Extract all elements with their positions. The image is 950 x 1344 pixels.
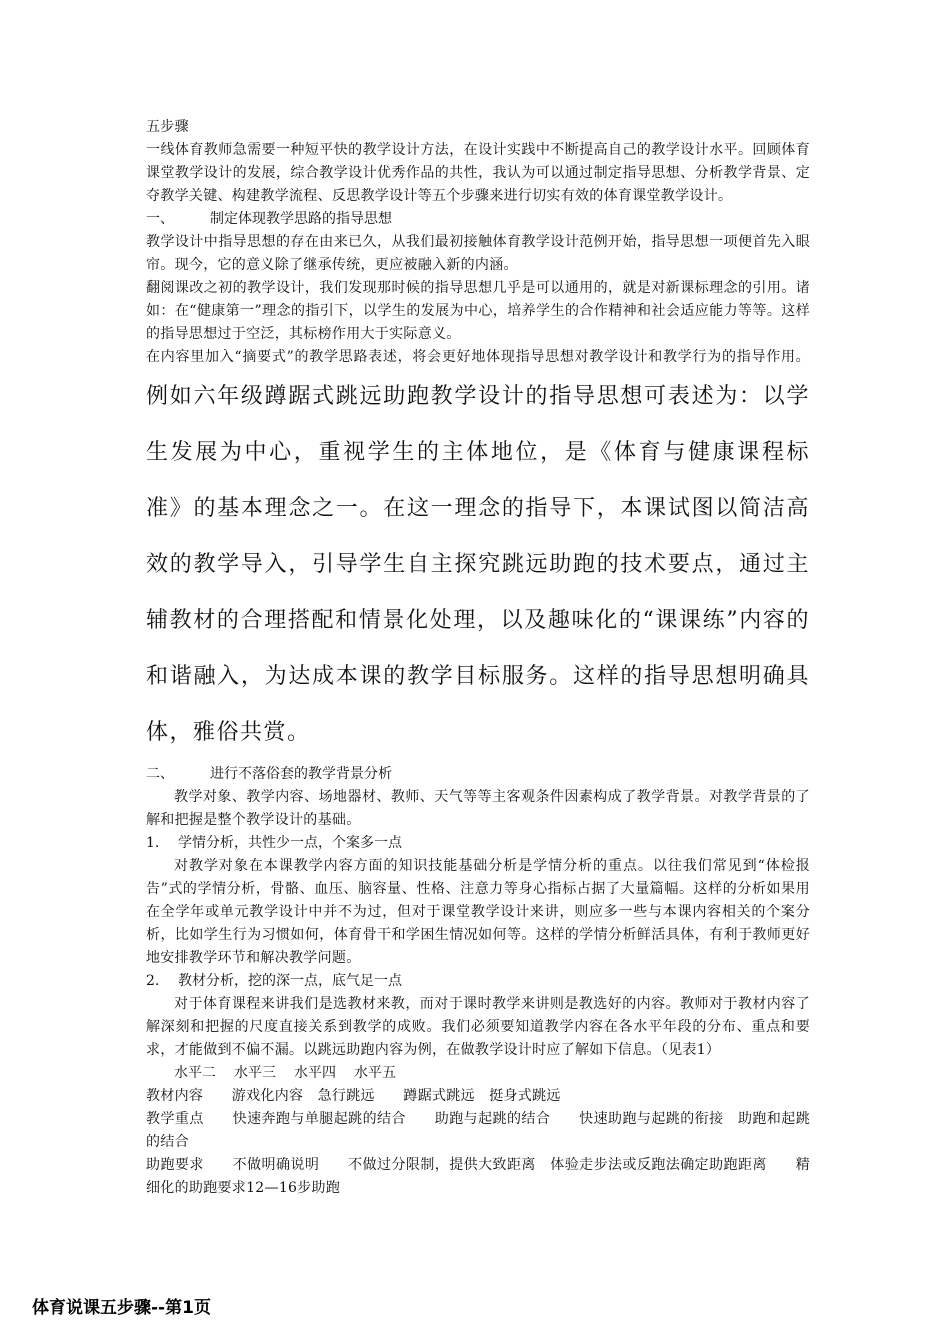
document-title: 五步骤 xyxy=(146,119,189,135)
intro-paragraph: 一线体育教师急需要一种短平快的教学设计方法，在设计实践中不断提高自己的教学设计水平。回顾体育课堂教学设计的发展，综合教学设计优秀作品的共性，我认为可以通过制定指导思想、分析教学背景、定夺教学关键、构建教学流程、反思教学设计等五个步骤来进行切实有效的体育课堂教学设计。 xyxy=(146,142,810,204)
section1-number: 一、 xyxy=(146,211,174,227)
section1-title: 制定体现教学思路的指导思想 xyxy=(210,211,392,227)
level-5: 水平五 xyxy=(354,1065,396,1081)
table-row-focus: 教学重点 快速奔跑与单腿起跳的结合 助跑与起跳的结合 快速助跑与起跳的衔接 助跑和起跳的结合 xyxy=(146,1111,810,1150)
item1-number: 1. xyxy=(146,835,160,851)
document-body xyxy=(146,116,810,1200)
table-row-runup: 助跑要求 不做明确说明 不做过分限制，提供大致距离 体验走步法或反跑法确定助跑距离 精细化的助跑要求12—16步助跑 xyxy=(146,1157,810,1196)
section1-paragraph-3 xyxy=(146,346,810,761)
section2-title: 进行不落俗套的教学背景分析 xyxy=(210,766,392,782)
level-4: 水平四 xyxy=(294,1065,336,1081)
section2-number: 二、 xyxy=(146,766,174,782)
section1-paragraph-3-large: 例如六年级蹲踞式跳远助跑教学设计的指导思想可表述为：以学生发展为中心，重视学生的主体地位，是《体育与健康课程标准》的基本理念之一。在这一理念的指导下，本课试图以简洁高效的教学导入，引导学生自主探究跳远助跑的技术要点，通过主辅教材的合理搭配和情景化处理，以及趣味化的“课课练”内容的和谐融入，为达成本课的教学目标服务。这样的指导思想明确具体，雅俗共赏。 xyxy=(146,384,810,745)
section2-heading xyxy=(146,763,810,786)
level-2: 水平二 xyxy=(174,1065,216,1081)
page-footer: 体育说课五步骤--第1页 xyxy=(32,1298,211,1318)
section2-paragraph-1: 教学对象、教学内容、场地器材、教师、天气等等主客观条件因素构成了教学背景。对教学背景的了解和把握是整个教学设计的基础。 xyxy=(146,789,810,828)
table-row-content: 教材内容 游戏化内容 急行跳远 蹲踞式跳远 挺身式跳远 xyxy=(146,1088,561,1104)
level-3: 水平三 xyxy=(234,1065,276,1081)
section1-paragraph-1: 教学设计中指导思想的存在由来已久，从我们最初接触体育教学设计范例开始，指导思想一项便首先入眼帘。现今，它的意义除了继承传统，更应被融入新的内涵。 xyxy=(146,234,810,273)
item1-paragraph: 对教学对象在本课教学内容方面的知识技能基础分析是学情分析的重点。以往我们常见到“体检报告”式的学情分析，骨骼、血压、脑容量、性格、注意力等身心指标占据了大量篇幅。这样的分析如果用在全学年或单元教学设计中并不为过，但对于课堂教学设计来讲，则应多一些与本课内容相关的个案分析，比如学生行为习惯如何，体育骨干和学困生情况如何等。这样的学情分析鲜活具体，有利于教师更好地安排教学环节和解决教学问题。 xyxy=(146,858,810,966)
section1-paragraph-3-small: 在内容里加入“摘要式”的教学思路表述，将会更好地体现指导思想对教学设计和教学行为的指导作用。 xyxy=(146,349,810,365)
section1-heading xyxy=(146,208,810,231)
item2-title: 教材分析，挖的深一点，底气足一点 xyxy=(178,973,402,989)
item2-paragraph: 对于体育课程来讲我们是选教材来教，而对于课时教学来讲则是教选好的内容。教师对于教材内容了解深刻和把握的尺度直接关系到教学的成败。我们必须要知道教学内容在各水平年段的分布、重点和要求，才能做到不偏不漏。以跳远助跑内容为例，在做教学设计时应了解如下信息。（见表1） xyxy=(146,996,810,1058)
section1-paragraph-2: 翻阅课改之初的教学设计，我们发现那时候的指导思想几乎是可以通用的，就是对新课标理念的引用。诸如：在“健康第一”理念的指引下，以学生的发展为中心，培养学生的合作精神和社会适应能力等等。这样的指导思想过于空泛，其标榜作用大于实际意义。 xyxy=(146,280,810,342)
item1-title: 学情分析，共性少一点，个案多一点 xyxy=(178,835,402,851)
item2-number: 2. xyxy=(146,973,160,989)
table-level-header xyxy=(146,1062,810,1085)
item1-heading xyxy=(146,832,810,855)
item2-heading xyxy=(146,970,810,993)
